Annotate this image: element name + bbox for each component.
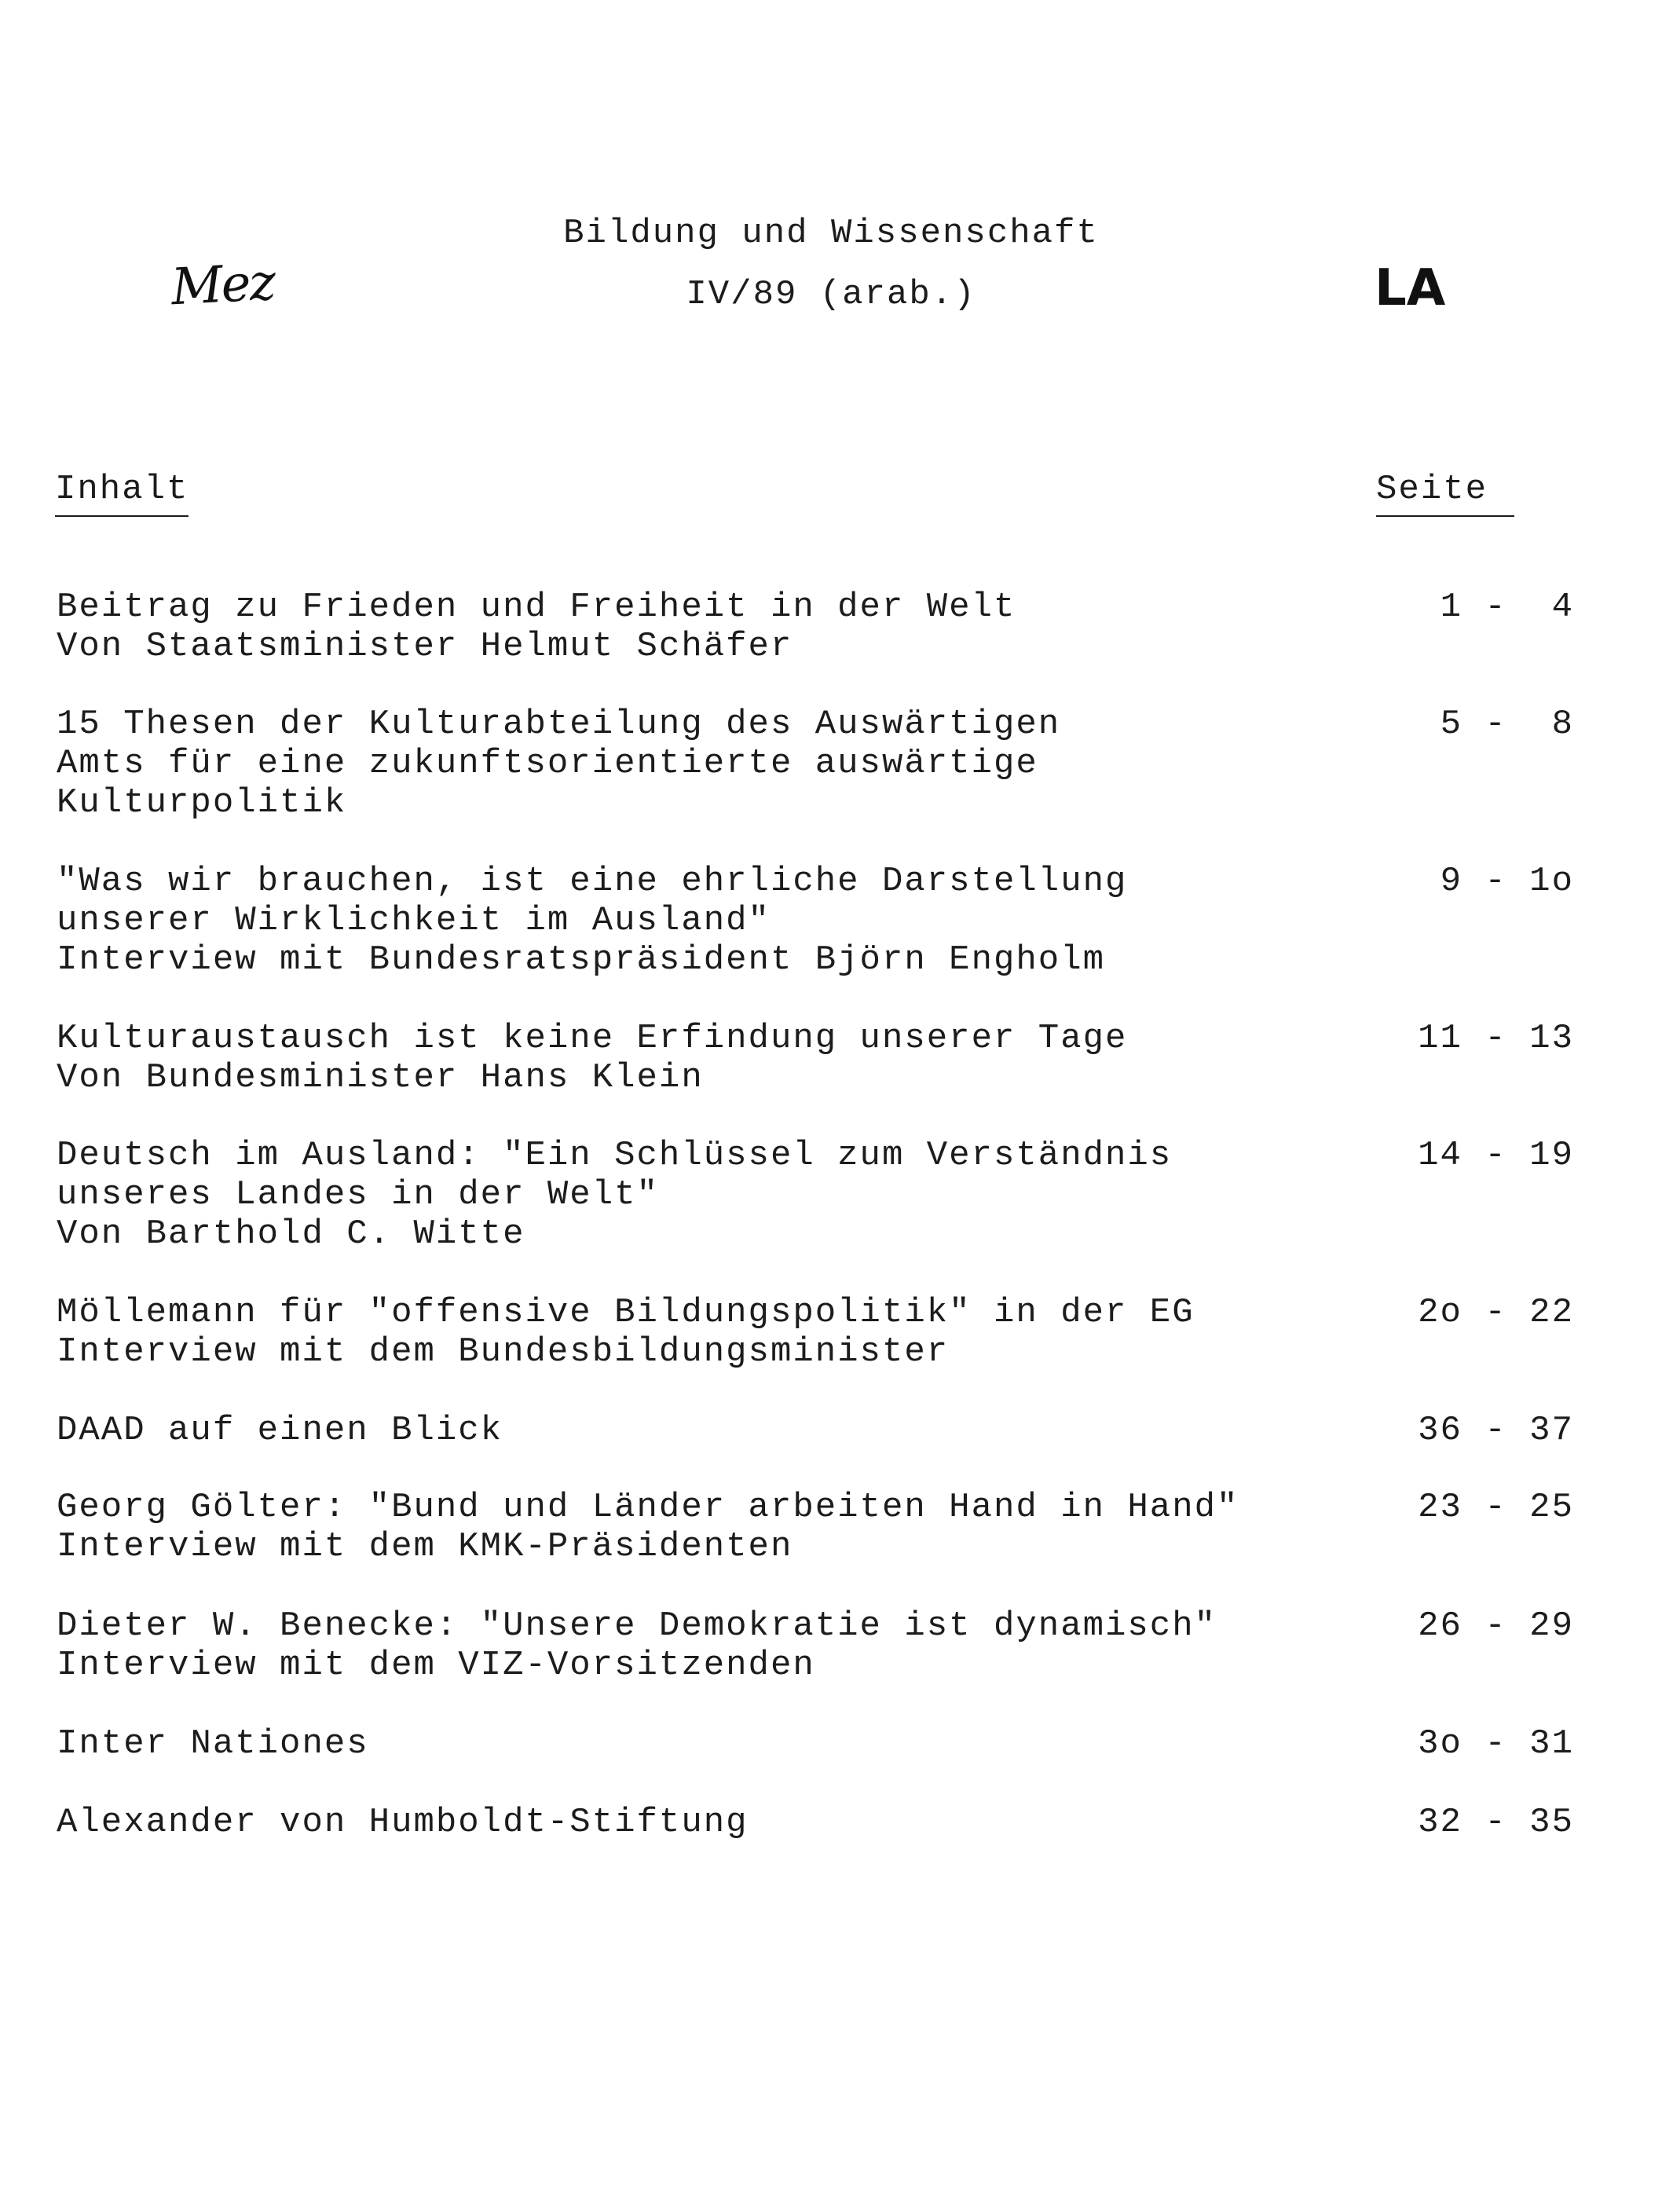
entry-subtitle-line: Von Staatsminister Helmut Schäfer <box>57 627 793 666</box>
toc-entry <box>57 705 1620 822</box>
toc-entry <box>57 1803 1620 1842</box>
entry-page-range: 11 - 13 <box>1418 1019 1574 1058</box>
entry-title-line: "Was wir brauchen, ist eine ehrliche Darstellung <box>57 862 1128 901</box>
toc-entry <box>57 1488 1620 1566</box>
toc-entry <box>57 1136 1620 1254</box>
entry-title-line: Deutsch im Ausland: "Ein Schlüssel zum Verständnis <box>57 1136 1173 1175</box>
entry-page-range: 26 - 29 <box>1418 1606 1574 1646</box>
entry-page-range: 3o - 31 <box>1418 1724 1574 1763</box>
entry-title-line: Inter Nationes <box>57 1724 369 1763</box>
contents-heading: Inhalt <box>55 470 189 517</box>
entry-page-range: 1 - 4 <box>1440 588 1574 627</box>
document-issue: IV/89 (arab.) <box>686 275 976 314</box>
toc-entry <box>57 588 1620 666</box>
entry-subtitle-line: Interview mit dem VIZ-Vorsitzenden <box>57 1646 815 1685</box>
entry-page-range: 5 - 8 <box>1440 705 1574 744</box>
entry-subtitle-line: Von Barthold C. Witte <box>57 1214 525 1254</box>
entry-title-line: Kulturpolitik <box>57 783 347 822</box>
entry-subtitle-line: Interview mit Bundesratspräsident Björn Engholm <box>57 940 1106 980</box>
entry-title-line: Dieter W. Benecke: "Unsere Demokratie ist dynamisch" <box>57 1606 1217 1646</box>
toc-entry <box>57 1019 1620 1097</box>
entry-subtitle-line: Von Bundesminister Hans Klein <box>57 1058 704 1097</box>
entry-title-line: DAAD auf einen Blick <box>57 1411 503 1450</box>
handwritten-mark-right: LA <box>1375 259 1446 317</box>
entry-page-range: 2o - 22 <box>1418 1293 1574 1332</box>
toc-entry <box>57 862 1620 980</box>
entry-title-line: 15 Thesen der Kulturabteilung des Auswärtigen <box>57 705 1061 744</box>
toc-entry <box>57 1606 1620 1685</box>
entry-page-range: 23 - 25 <box>1418 1488 1574 1527</box>
entry-title-line: Georg Gölter: "Bund und Länder arbeiten Hand in Hand" <box>57 1488 1239 1527</box>
entry-page-range: 14 - 19 <box>1418 1136 1574 1175</box>
entry-title-line: Kulturaustausch ist keine Erfindung unserer Tage <box>57 1019 1128 1058</box>
page-heading: Seite <box>1376 470 1514 517</box>
entry-subtitle-line: Interview mit dem KMK-Präsidenten <box>57 1527 793 1566</box>
entry-page-range: 9 - 1o <box>1440 862 1574 901</box>
toc-entry <box>57 1411 1620 1450</box>
handwritten-mark-left: Mez <box>170 253 276 317</box>
entry-title-line: unseres Landes in der Welt" <box>57 1175 659 1214</box>
entry-title-line: Amts für eine zukunftsorientierte auswärtige <box>57 744 1038 783</box>
entry-title-line: Alexander von Humboldt-Stiftung <box>57 1803 749 1842</box>
entry-title-line: unserer Wirklichkeit im Ausland" <box>57 901 771 940</box>
entry-title-line: Möllemann für "offensive Bildungspolitik" in der EG <box>57 1293 1195 1332</box>
entry-page-range: 36 - 37 <box>1418 1411 1574 1450</box>
entry-page-range: 32 - 35 <box>1418 1803 1574 1842</box>
toc-entry <box>57 1724 1620 1763</box>
toc-entry <box>57 1293 1620 1372</box>
document-title: Bildung und Wissenschaft <box>563 214 1099 253</box>
entry-title-line: Beitrag zu Frieden und Freiheit in der Welt <box>57 588 1016 627</box>
entry-subtitle-line: Interview mit dem Bundesbildungsminister <box>57 1332 950 1372</box>
